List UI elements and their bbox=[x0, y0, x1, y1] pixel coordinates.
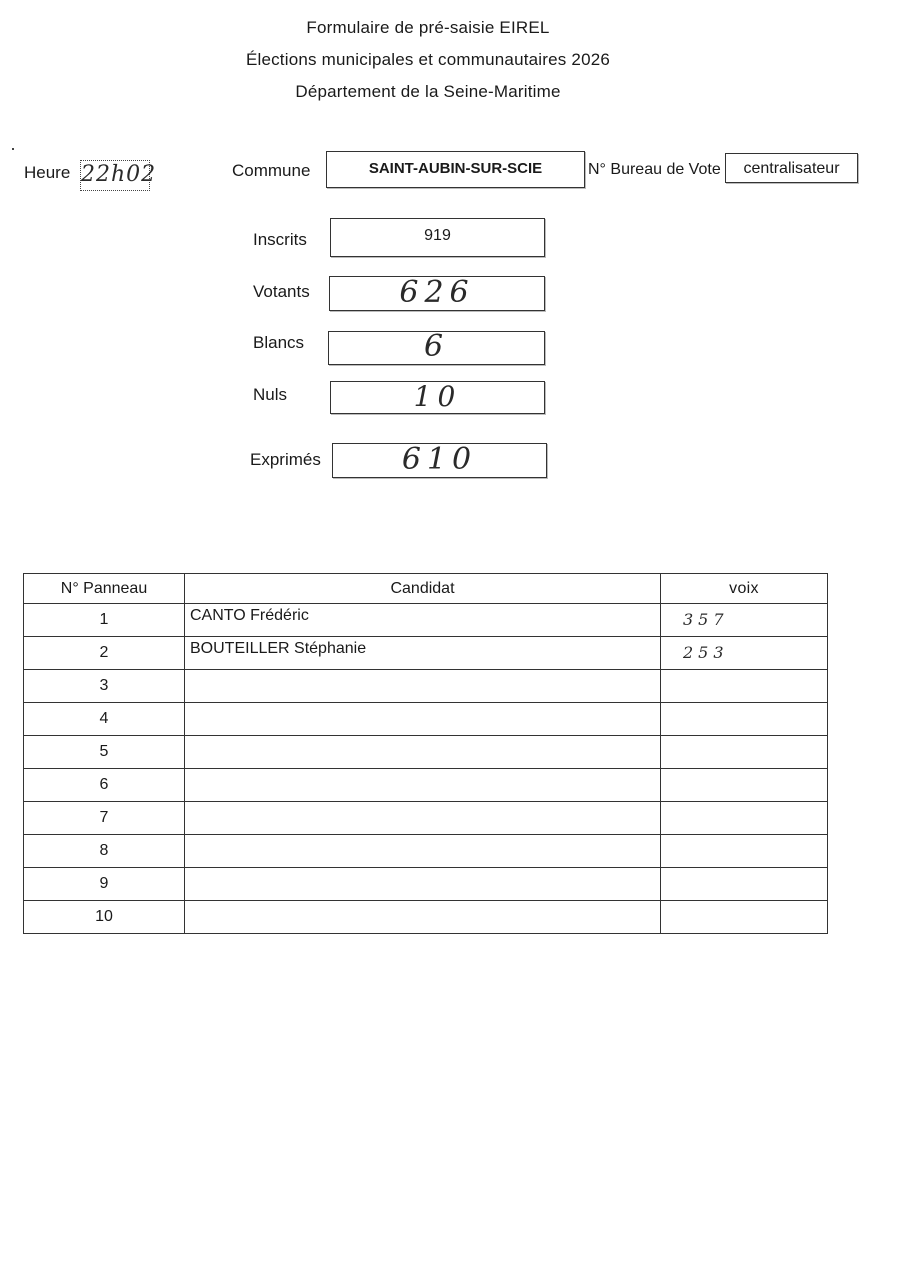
votants-value: 626 bbox=[399, 275, 475, 310]
commune-value: SAINT-AUBIN-SUR-SCIE bbox=[368, 160, 543, 177]
table-row bbox=[24, 802, 828, 835]
panneau-cell: 1 bbox=[24, 604, 185, 637]
header-voix: voix bbox=[661, 574, 828, 604]
candidat-cell[interactable] bbox=[185, 835, 661, 868]
candidat-cell[interactable]: BOUTEILLER Stéphanie bbox=[185, 637, 661, 670]
table-row bbox=[24, 901, 828, 934]
table-row bbox=[24, 604, 828, 637]
inscrits-field[interactable] bbox=[330, 218, 545, 257]
table-row bbox=[24, 835, 828, 868]
candidat-cell[interactable]: CANTO Frédéric bbox=[185, 604, 661, 637]
results-table bbox=[23, 573, 828, 934]
table-row bbox=[24, 670, 828, 703]
voix-cell[interactable] bbox=[661, 868, 828, 901]
header-candidat: Candidat bbox=[185, 574, 661, 604]
header-panneau: N° Panneau bbox=[24, 574, 185, 604]
panneau-cell: 6 bbox=[24, 769, 185, 802]
nuls-field[interactable] bbox=[330, 381, 545, 414]
inscrits-value: 919 bbox=[424, 227, 451, 244]
panneau-cell: 8 bbox=[24, 835, 185, 868]
voix-cell[interactable] bbox=[661, 901, 828, 934]
exprimes-label: Exprimés bbox=[250, 450, 321, 469]
voix-cell[interactable] bbox=[661, 703, 828, 736]
table-row bbox=[24, 769, 828, 802]
voix-cell[interactable] bbox=[661, 835, 828, 868]
commune-field[interactable] bbox=[326, 151, 585, 188]
voix-cell[interactable] bbox=[661, 670, 828, 703]
table-row bbox=[24, 703, 828, 736]
voix-cell[interactable]: 253 bbox=[661, 637, 828, 670]
panneau-cell: 9 bbox=[24, 868, 185, 901]
voix-cell[interactable] bbox=[661, 736, 828, 769]
commune-label: Commune bbox=[232, 161, 311, 180]
nuls-value: 10 bbox=[413, 380, 462, 413]
voix-cell[interactable] bbox=[661, 769, 828, 802]
heure-field[interactable] bbox=[80, 160, 157, 191]
bureau-label: N° Bureau de Vote bbox=[588, 161, 721, 178]
heure-label: Heure bbox=[24, 163, 71, 182]
heure-value: 22h02 bbox=[81, 162, 157, 187]
table-row bbox=[24, 637, 828, 670]
form-title: Formulaire de pré-saisie EIREL bbox=[306, 18, 550, 37]
exprimes-value: 610 bbox=[401, 442, 478, 477]
candidat-cell[interactable] bbox=[185, 736, 661, 769]
candidat-cell[interactable] bbox=[185, 769, 661, 802]
candidat-cell[interactable] bbox=[185, 802, 661, 835]
candidat-cell[interactable] bbox=[185, 901, 661, 934]
candidat-cell[interactable] bbox=[185, 703, 661, 736]
panneau-cell: 2 bbox=[24, 637, 185, 670]
election-title: Élections municipales et communautaires 2026 bbox=[245, 50, 611, 69]
blancs-value: 6 bbox=[423, 329, 450, 364]
table-header-row bbox=[24, 574, 828, 604]
bureau-field[interactable] bbox=[725, 153, 858, 183]
panneau-cell: 10 bbox=[24, 901, 185, 934]
table-row bbox=[24, 868, 828, 901]
panneau-cell: 3 bbox=[24, 670, 185, 703]
inscrits-label: Inscrits bbox=[253, 230, 307, 249]
voix-cell[interactable] bbox=[661, 802, 828, 835]
votants-label: Votants bbox=[253, 282, 310, 301]
blancs-label: Blancs bbox=[253, 333, 305, 352]
nuls-label: Nuls bbox=[253, 385, 288, 404]
panneau-cell: 4 bbox=[24, 703, 185, 736]
department-title: Département de la Seine-Maritime bbox=[295, 82, 561, 101]
table-row bbox=[24, 736, 828, 769]
votants-field[interactable] bbox=[329, 276, 545, 311]
voix-cell[interactable]: 357 bbox=[661, 604, 828, 637]
panneau-cell: 7 bbox=[24, 802, 185, 835]
candidat-cell[interactable] bbox=[185, 868, 661, 901]
scan-speck bbox=[12, 148, 14, 150]
panneau-cell: 5 bbox=[24, 736, 185, 769]
candidat-cell[interactable] bbox=[185, 670, 661, 703]
blancs-field[interactable] bbox=[328, 331, 545, 365]
bureau-value: centralisateur bbox=[743, 160, 840, 177]
exprimes-field[interactable] bbox=[332, 443, 547, 478]
